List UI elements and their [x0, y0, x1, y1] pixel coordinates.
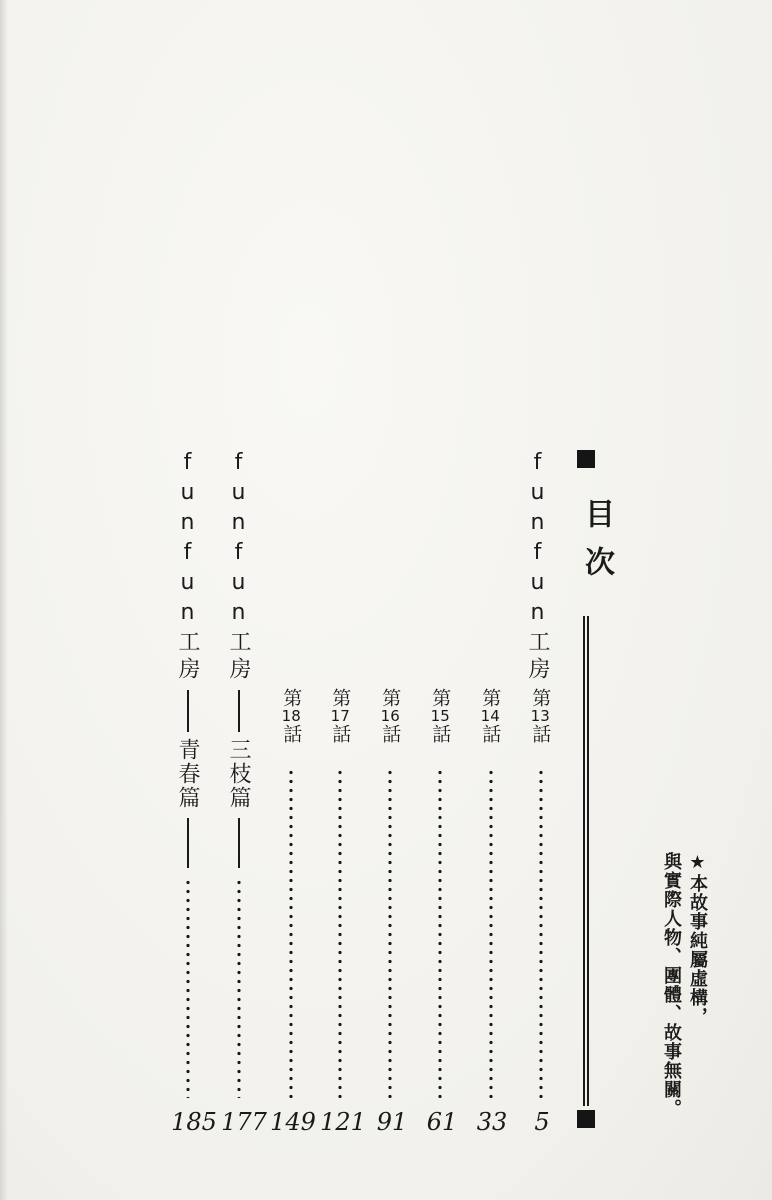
special-1-dash-bottom — [238, 818, 240, 868]
entry-14-page: 33 — [476, 1108, 508, 1136]
entry-15-leader — [438, 768, 442, 1098]
special-2-leader — [186, 878, 190, 1098]
toc-entry-15[interactable] — [422, 688, 458, 745]
entry-18-label: 第18話 — [280, 688, 303, 745]
special-2-prefix: funfun工房 — [175, 450, 200, 684]
entry-13-page: 5 — [534, 1108, 550, 1136]
title-square-bottom — [577, 1110, 595, 1128]
toc-entry-13[interactable] — [522, 688, 558, 745]
special-2-page: 185 — [171, 1108, 217, 1136]
special-1-dash-top — [238, 690, 240, 732]
title-square-top — [577, 450, 595, 468]
entry-16-leader — [388, 768, 392, 1098]
entry-13-prefix: funfun工房 — [525, 450, 550, 684]
toc-entry-16[interactable] — [372, 688, 408, 745]
special-1-leader — [237, 878, 241, 1098]
entry-14-leader — [489, 768, 493, 1098]
page-edge-shadow — [0, 0, 8, 1200]
special-2-title[interactable]: 青春篇 — [175, 738, 200, 810]
entry-16-label: 第16話 — [379, 688, 402, 745]
toc-entry-18[interactable] — [273, 688, 309, 745]
entry-15-label: 第15話 — [429, 688, 452, 745]
special-1-title[interactable]: 三枝篇 — [226, 738, 251, 810]
entry-17-leader — [338, 768, 342, 1098]
disclaimer-note — [658, 852, 710, 1118]
special-2-dash-top — [187, 690, 189, 732]
entry-16-page: 91 — [376, 1108, 408, 1136]
toc-entry-17[interactable] — [322, 688, 358, 745]
disclaimer-line-2: 與實際人物、團體、故事無關。 — [661, 852, 682, 1118]
entry-17-page: 121 — [320, 1108, 366, 1136]
entry-17-label: 第17話 — [329, 688, 352, 745]
special-1-prefix: funfun工房 — [226, 450, 251, 684]
entry-14-label: 第14話 — [479, 688, 502, 745]
entry-13-label: 第13話 — [529, 688, 552, 745]
entry-18-page: 149 — [270, 1108, 316, 1136]
entry-15-page: 61 — [426, 1108, 458, 1136]
special-2-dash-bottom — [187, 818, 189, 868]
entry-18-leader — [289, 768, 293, 1098]
title-double-rule — [583, 616, 589, 1106]
toc-entry-14[interactable] — [472, 688, 508, 745]
disclaimer-line-1: ★本故事純屬虛構， — [687, 852, 708, 1026]
toc-title: 目次 — [579, 498, 614, 594]
special-1-page: 177 — [221, 1108, 267, 1136]
entry-13-leader — [539, 768, 543, 1098]
